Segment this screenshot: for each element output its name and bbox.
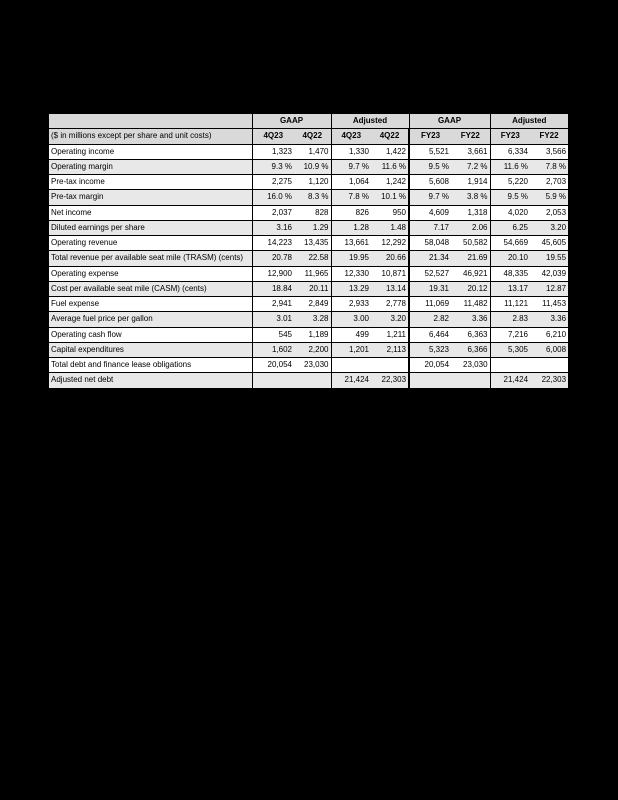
table-row [49,220,568,235]
table-cell: 3.01 [252,312,294,327]
row-label: Diluted earnings per share [49,220,252,235]
table-cell: 45,605 [530,236,568,251]
table-cell: 2,053 [530,205,568,220]
table-cell: 6,363 [451,327,490,342]
table-cell: 11,482 [451,297,490,312]
table-cell: 7.17 [409,220,451,235]
table-cell: 54,669 [490,236,530,251]
table-cell: 12,330 [331,266,371,281]
table-row [49,144,568,159]
table-cell: 21.34 [409,251,451,266]
table-cell: 20,054 [252,358,294,373]
table-cell: 3.20 [371,312,409,327]
table-cell: 6,464 [409,327,451,342]
table-row [49,205,568,220]
table-cell: 1,201 [331,342,371,357]
table-cell: 12.87 [530,281,568,296]
table-cell: 46,921 [451,266,490,281]
table-cell: 9.7 % [331,159,371,174]
table-cell: 21,424 [490,373,530,388]
table-cell: 52,527 [409,266,451,281]
table-cell: 9.7 % [409,190,451,205]
table-cell: 23,030 [294,358,331,373]
table-cell: 1,211 [371,327,409,342]
table-cell: 1.48 [371,220,409,235]
table-cell [252,373,294,388]
col-header: FY22 [451,129,490,144]
table-cell: 499 [331,327,371,342]
row-label: Adjusted net debt [49,373,252,388]
table-cell: 10.9 % [294,159,331,174]
table-cell: 12,292 [371,236,409,251]
table-cell: 3.28 [294,312,331,327]
financial-results-table [49,114,568,389]
table-cell: 20.10 [490,251,530,266]
table-row [49,159,568,174]
table-cell: 4,609 [409,205,451,220]
table-cell: 3.00 [331,312,371,327]
row-label: Cost per available seat mile (CASM) (cents) [49,281,252,296]
table-cell: 2,849 [294,297,331,312]
table-body [49,144,568,388]
table-cell: 9.3 % [252,159,294,174]
table-cell: 10.1 % [371,190,409,205]
table-cell: 2,933 [331,297,371,312]
table-cell: 828 [294,205,331,220]
table-cell: 7,216 [490,327,530,342]
table-cell: 2,200 [294,342,331,357]
table-cell: 6,334 [490,144,530,159]
table-cell: 1,323 [252,144,294,159]
table-cell: 6,366 [451,342,490,357]
group-gaap-quarter: GAAP [252,114,331,129]
col-header: 4Q23 [252,129,294,144]
table-cell: 1.29 [294,220,331,235]
table-cell [371,358,409,373]
table-cell: 2,275 [252,175,294,190]
table-cell: 19.55 [530,251,568,266]
unit-note: ($ in millions except per share and unit costs) [49,129,252,144]
table-cell: 2,113 [371,342,409,357]
row-label: Net income [49,205,252,220]
table-cell: 7.2 % [451,159,490,174]
row-label: Capital expenditures [49,342,252,357]
table-row [49,266,568,281]
table-cell: 6,210 [530,327,568,342]
table-cell: 545 [252,327,294,342]
table-cell: 3,661 [451,144,490,159]
table-cell: 5,305 [490,342,530,357]
row-label: Total revenue per available seat mile (TRASM) (cents) [49,251,252,266]
table-cell: 1,189 [294,327,331,342]
table-cell: 2,703 [530,175,568,190]
table-cell: 13,435 [294,236,331,251]
row-label: Pre-tax income [49,175,252,190]
table-cell: 5,323 [409,342,451,357]
table-row [49,251,568,266]
table-row [49,175,568,190]
table-cell [294,373,331,388]
table-cell: 5,220 [490,175,530,190]
table-cell: 2.83 [490,312,530,327]
table-row [49,236,568,251]
group-header-row [49,114,568,129]
col-header: FY23 [490,129,530,144]
table-cell [409,373,451,388]
table-cell: 20.11 [294,281,331,296]
table-row [49,312,568,327]
table-cell: 3.8 % [451,190,490,205]
table-cell: 11.6 % [371,159,409,174]
table-cell: 4,020 [490,205,530,220]
table-cell: 22,303 [530,373,568,388]
table-cell: 1,064 [331,175,371,190]
table-cell: 950 [371,205,409,220]
table-cell: 11,965 [294,266,331,281]
row-label: Average fuel price per gallon [49,312,252,327]
table-cell [530,358,568,373]
table-cell: 19.31 [409,281,451,296]
table-cell: 58,048 [409,236,451,251]
table-cell: 50,582 [451,236,490,251]
table-cell: 3.36 [530,312,568,327]
table-cell: 13.29 [331,281,371,296]
table-cell: 5,608 [409,175,451,190]
table-cell: 1,330 [331,144,371,159]
table-cell: 2,941 [252,297,294,312]
table-cell: 12,900 [252,266,294,281]
table-cell: 20,054 [409,358,451,373]
table-cell: 14,223 [252,236,294,251]
table-cell: 5,521 [409,144,451,159]
table-cell: 2,778 [371,297,409,312]
row-label: Operating revenue [49,236,252,251]
table-cell: 1,318 [451,205,490,220]
table-cell: 7.8 % [331,190,371,205]
table-cell: 6.25 [490,220,530,235]
table-cell: 1,470 [294,144,331,159]
table-cell: 1,242 [371,175,409,190]
table-cell: 11,453 [530,297,568,312]
table-cell: 16.0 % [252,190,294,205]
table-cell: 10,871 [371,266,409,281]
row-label: Operating margin [49,159,252,174]
table-cell: 3.36 [451,312,490,327]
table-cell: 20.12 [451,281,490,296]
row-label: Total debt and finance lease obligations [49,358,252,373]
table-cell: 7.8 % [530,159,568,174]
table-cell [331,358,371,373]
table-row [49,373,568,388]
column-header-row [49,129,568,144]
table-cell: 6,008 [530,342,568,357]
col-header: FY22 [530,129,568,144]
col-header: 4Q22 [294,129,331,144]
group-gaap-year: GAAP [409,114,490,129]
table-cell: 1,914 [451,175,490,190]
table-cell: 3,566 [530,144,568,159]
table-cell: 21,424 [331,373,371,388]
table-cell: 21.69 [451,251,490,266]
table-row [49,297,568,312]
table-cell: 1.28 [331,220,371,235]
table-row [49,327,568,342]
table-cell: 2,037 [252,205,294,220]
col-header: 4Q23 [331,129,371,144]
table-cell: 11,069 [409,297,451,312]
table-cell: 13.14 [371,281,409,296]
row-label: Operating cash flow [49,327,252,342]
table-cell: 20.78 [252,251,294,266]
table-cell: 3.16 [252,220,294,235]
row-label: Pre-tax margin [49,190,252,205]
row-label: Operating income [49,144,252,159]
table-cell: 2.06 [451,220,490,235]
table-cell: 18.84 [252,281,294,296]
table-cell: 48,335 [490,266,530,281]
table-cell: 42,039 [530,266,568,281]
table-cell: 8.3 % [294,190,331,205]
table-cell: 11,121 [490,297,530,312]
table-row [49,190,568,205]
table-row [49,358,568,373]
table-cell: 5.9 % [530,190,568,205]
table-cell: 2.82 [409,312,451,327]
table-cell: 1,602 [252,342,294,357]
col-header: 4Q22 [371,129,409,144]
row-label: Fuel expense [49,297,252,312]
table-cell: 22.58 [294,251,331,266]
table-cell: 19.95 [331,251,371,266]
table-cell: 23,030 [451,358,490,373]
col-header: FY23 [409,129,451,144]
table-cell: 22,303 [371,373,409,388]
table-cell: 11.6 % [490,159,530,174]
table-cell: 13,661 [331,236,371,251]
table-cell: 826 [331,205,371,220]
group-adjusted-year: Adjusted [490,114,568,129]
table-cell: 9.5 % [409,159,451,174]
table-cell: 1,422 [371,144,409,159]
group-adjusted-quarter: Adjusted [331,114,409,129]
row-label: Operating expense [49,266,252,281]
table-cell: 1,120 [294,175,331,190]
table-cell [451,373,490,388]
header-blank [49,114,252,129]
table-cell: 20.66 [371,251,409,266]
table-cell: 9.5 % [490,190,530,205]
table-cell [490,358,530,373]
table-cell: 3.20 [530,220,568,235]
table-cell: 13.17 [490,281,530,296]
table-row [49,342,568,357]
table-row [49,281,568,296]
